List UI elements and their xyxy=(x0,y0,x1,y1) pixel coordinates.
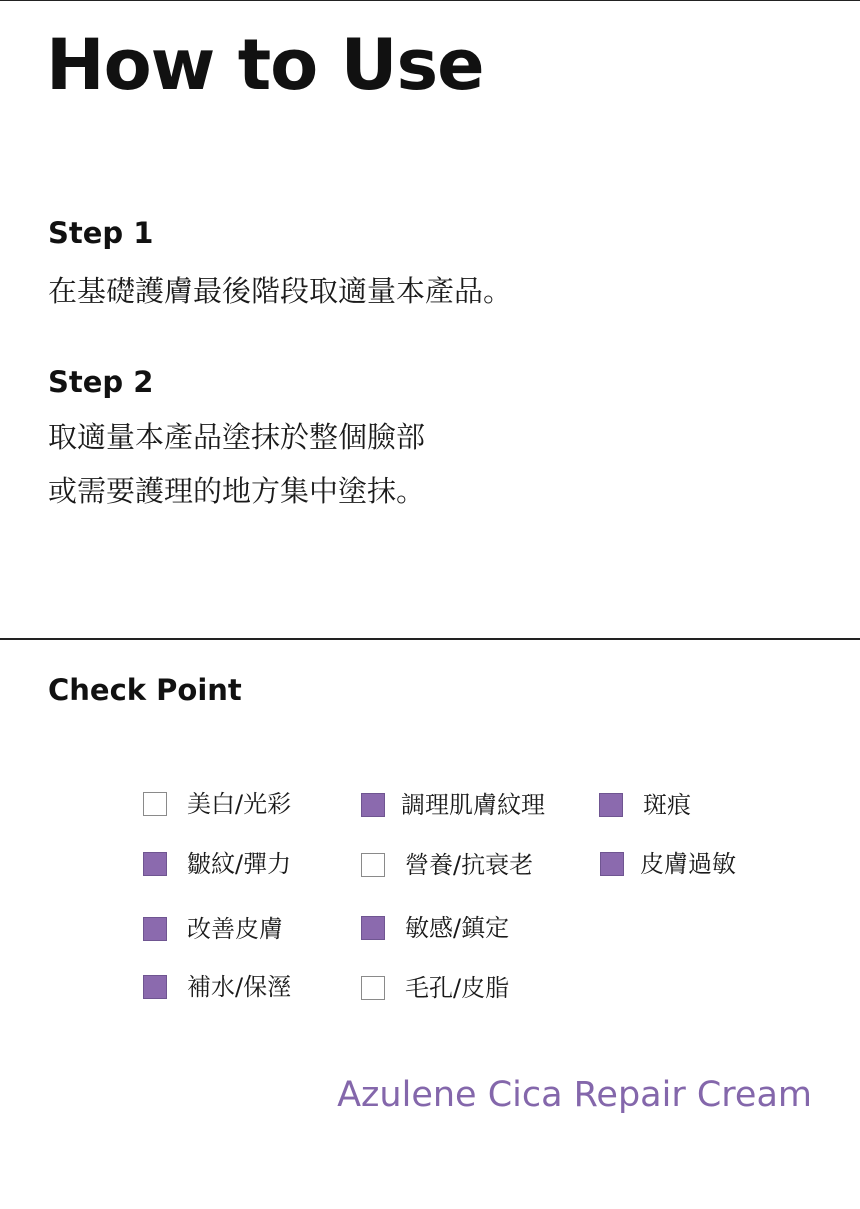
checkbox[interactable] xyxy=(143,975,167,999)
check-item[interactable] xyxy=(143,849,291,879)
step-2-text xyxy=(48,410,425,518)
checkbox[interactable] xyxy=(599,793,623,817)
check-item[interactable] xyxy=(361,913,509,943)
step-2-line-2: 或需要護理的地方集中塗抹。 xyxy=(48,474,426,508)
check-item-label: 美白/光彩 xyxy=(187,790,292,818)
step-2-line-1: 取適量本產品塗抹於整個臉部 xyxy=(48,420,426,454)
checkbox[interactable] xyxy=(361,853,385,877)
checkbox[interactable] xyxy=(600,852,624,876)
check-item[interactable] xyxy=(361,973,509,1003)
section-divider xyxy=(0,638,860,640)
check-item[interactable] xyxy=(143,972,291,1002)
checkbox[interactable] xyxy=(361,793,385,817)
check-item[interactable] xyxy=(599,790,691,820)
step-1-heading: Step 1 xyxy=(48,216,154,250)
check-item[interactable] xyxy=(143,914,283,944)
top-divider xyxy=(0,0,860,1)
check-item-label: 毛孔/皮脂 xyxy=(405,974,510,1002)
check-item-label: 敏感/鎮定 xyxy=(405,914,510,942)
check-item[interactable] xyxy=(361,850,533,880)
check-item-label: 補水/保溼 xyxy=(187,973,292,1001)
product-name: Azulene Cica Repair Cream xyxy=(337,1075,812,1115)
checkbox[interactable] xyxy=(143,917,167,941)
check-item[interactable] xyxy=(361,790,545,820)
check-point-heading: Check Point xyxy=(48,673,242,707)
step-1-line-1: 在基礎護膚最後階段取適量本產品。 xyxy=(48,274,513,308)
check-item-label: 皺紋/彈力 xyxy=(187,850,292,878)
check-item-label: 改善皮膚 xyxy=(187,915,283,943)
check-item-label: 營養/抗衰老 xyxy=(405,851,534,879)
checkbox[interactable] xyxy=(361,976,385,1000)
step-2-heading: Step 2 xyxy=(48,365,154,399)
checkbox[interactable] xyxy=(361,916,385,940)
check-item-label: 皮膚過敏 xyxy=(640,850,736,878)
check-item-label: 調理肌膚紋理 xyxy=(401,791,545,819)
check-item-label: 斑痕 xyxy=(643,791,691,819)
step-1-text xyxy=(48,264,512,318)
checkbox[interactable] xyxy=(143,852,167,876)
page-title: How to Use xyxy=(46,24,484,106)
check-item[interactable] xyxy=(143,789,291,819)
checkbox[interactable] xyxy=(143,792,167,816)
check-item[interactable] xyxy=(600,849,736,879)
